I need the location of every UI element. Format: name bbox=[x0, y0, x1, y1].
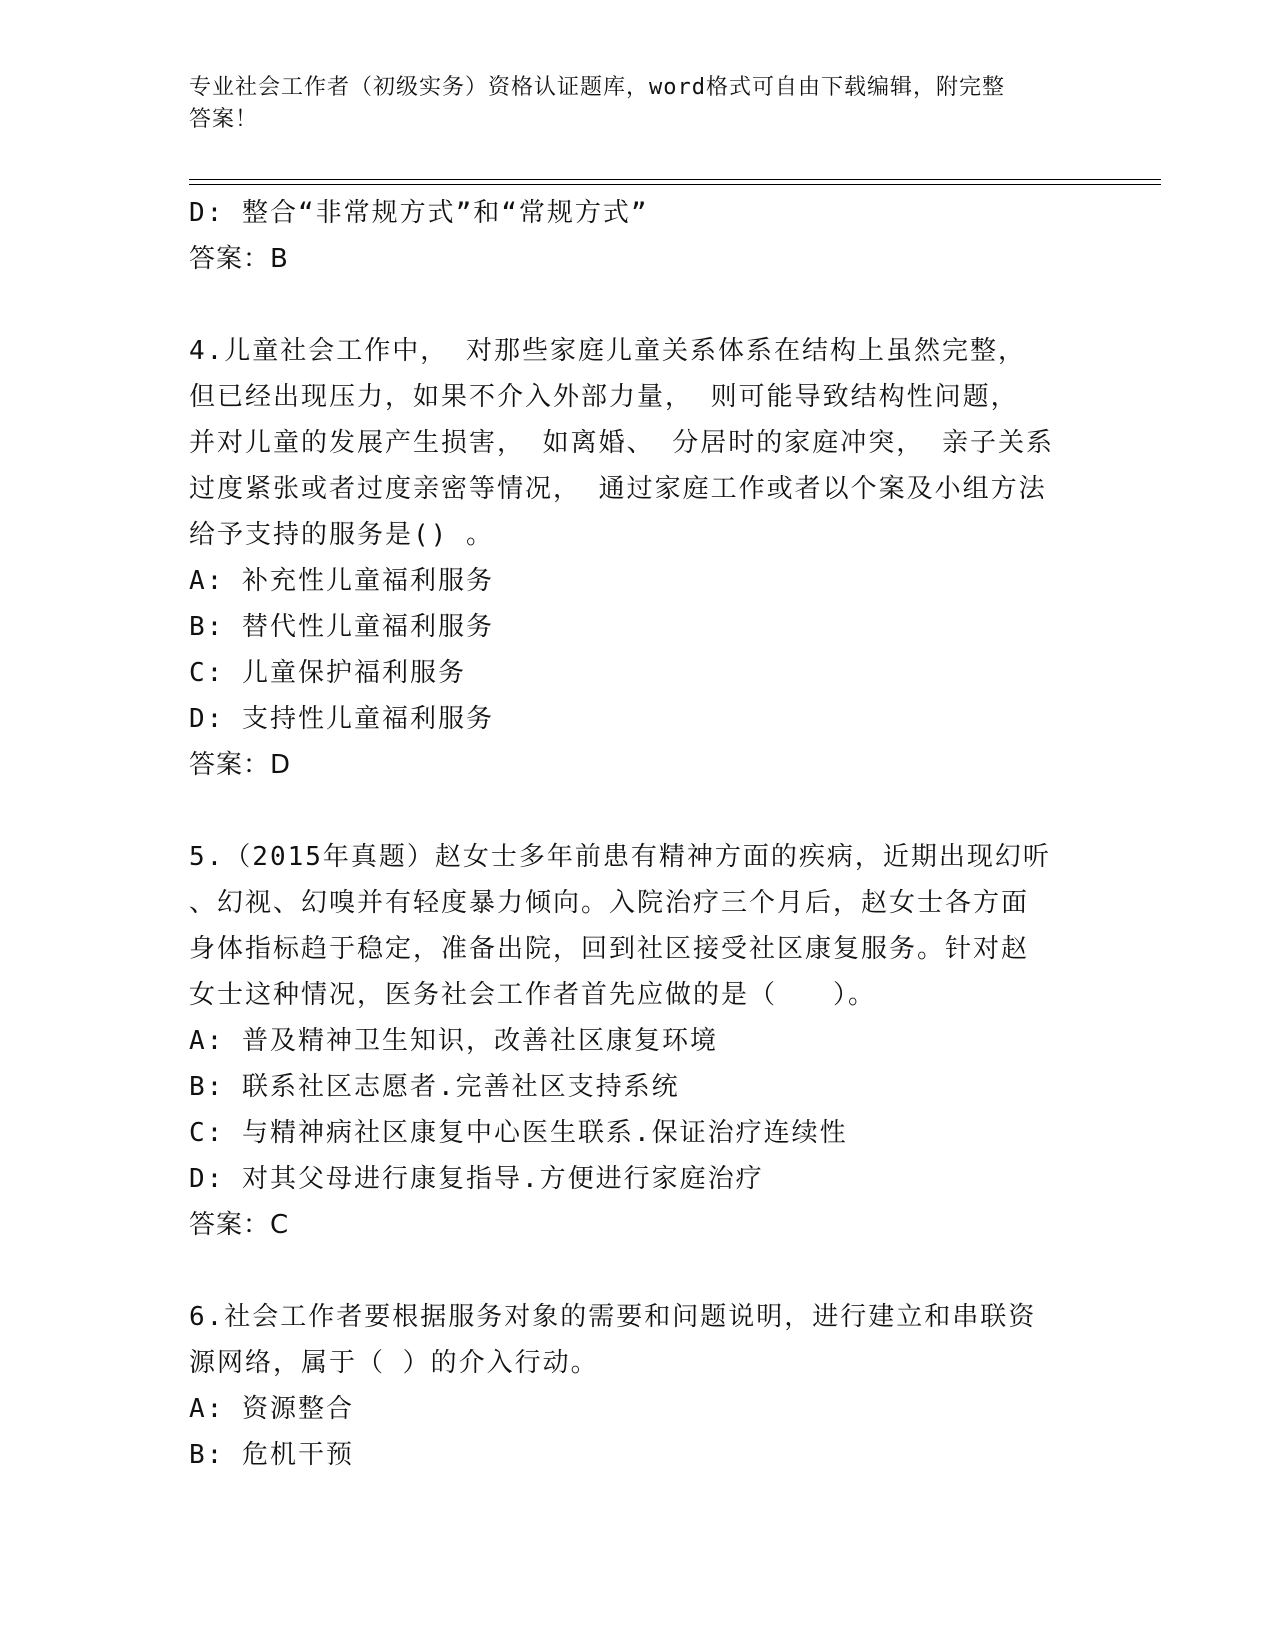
answer-line: 答案：D bbox=[189, 750, 292, 780]
question-stem-line: 过度紧张或者过度亲密等情况， 通过家庭工作或者以个案及小组方法 bbox=[189, 474, 1047, 504]
answer-line: 答案：B bbox=[189, 244, 289, 274]
spacer bbox=[189, 788, 1089, 834]
question-6 bbox=[189, 1294, 1089, 1478]
header-divider bbox=[189, 179, 1161, 180]
question-stem-line: 6.社会工作者要根据服务对象的需要和问题说明，进行建立和串联资 bbox=[189, 1302, 1037, 1332]
option-d: D: 整合“非常规方式”和“常规方式” bbox=[189, 198, 649, 228]
question-stem-line: 4.儿童社会工作中， 对那些家庭儿童关系体系在结构上虽然完整， bbox=[189, 336, 1026, 366]
header-line: 答案！ bbox=[189, 107, 259, 132]
question-stem-line: 、幻视、幻嗅并有轻度暴力倾向。入院治疗三个月后，赵女士各方面 bbox=[189, 888, 1030, 918]
question-stem-line: 给予支持的服务是() 。 bbox=[189, 520, 494, 550]
option-b: B: 联系社区志愿者.完善社区支持系统 bbox=[189, 1072, 680, 1102]
option-b: B: 替代性儿童福利服务 bbox=[189, 612, 494, 642]
question-stem-line: 并对儿童的发展产生损害， 如离婚、 分居时的家庭冲突， 亲子关系 bbox=[189, 428, 1054, 458]
option-d: D: 对其父母进行康复指导.方便进行家庭治疗 bbox=[189, 1164, 764, 1194]
option-a: A: 资源整合 bbox=[189, 1394, 354, 1424]
question-stem-line: 女士这种情况，医务社会工作者首先应做的是（ ）。 bbox=[189, 980, 877, 1010]
question-4 bbox=[189, 328, 1089, 788]
question-stem-line: 5.（2015年真题）赵女士多年前患有精神方面的疾病，近期出现幻听 bbox=[189, 842, 1051, 872]
question-stem-line: 源网络，属于（ ）的介入行动。 bbox=[189, 1348, 599, 1378]
option-d: D: 支持性儿童福利服务 bbox=[189, 704, 494, 734]
option-c: C: 与精神病社区康复中心医生联系.保证治疗连续性 bbox=[189, 1118, 848, 1148]
question-5 bbox=[189, 834, 1089, 1248]
option-c: C: 儿童保护福利服务 bbox=[189, 658, 466, 688]
option-a: A: 普及精神卫生知识，改善社区康复环境 bbox=[189, 1026, 718, 1056]
option-a: A: 补充性儿童福利服务 bbox=[189, 566, 494, 596]
question-stem-line: 身体指标趋于稳定，准备出院，回到社区接受社区康复服务。针对赵 bbox=[189, 934, 1030, 964]
option-b: B: 危机干预 bbox=[189, 1440, 354, 1470]
header-line: 专业社会工作者（初级实务）资格认证题库，word格式可自由下载编辑，附完整 bbox=[189, 75, 1005, 100]
spacer bbox=[189, 1248, 1089, 1294]
question-content bbox=[189, 190, 1089, 1478]
answer-line: 答案：C bbox=[189, 1210, 290, 1240]
document-header bbox=[189, 72, 1089, 136]
header-divider bbox=[189, 184, 1161, 185]
spacer bbox=[189, 282, 1089, 328]
question-stem-line: 但已经出现压力，如果不介入外部力量， 则可能导致结构性问题， bbox=[189, 382, 1019, 412]
